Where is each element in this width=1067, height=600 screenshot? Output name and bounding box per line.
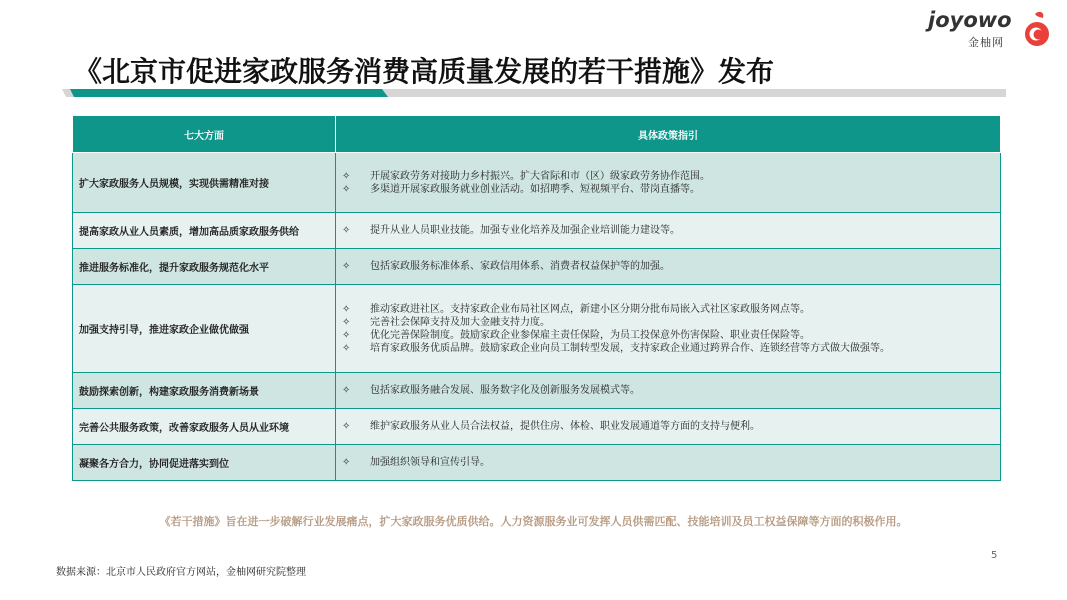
policy-item-text: 优化完善保险制度。鼓励家政企业参保雇主责任保险，为员工投保意外伤害保险、职业责任保险等。 — [370, 329, 810, 341]
aspect-cell: 鼓励探索创新，构建家政服务消费新场景 — [73, 373, 336, 409]
aspect-cell: 加强支持引导，推进家政企业做优做强 — [73, 285, 336, 373]
policy-item — [342, 316, 1000, 329]
policy-item-text: 维护家政服务从业人员合法权益，提供住房、体检、职业发展通道等方面的支持与便利。 — [370, 421, 760, 432]
title-underline-bar — [62, 89, 1006, 97]
table-row — [73, 445, 1001, 481]
policy-item — [342, 170, 1000, 183]
policy-item — [342, 183, 1000, 196]
policy-item — [342, 224, 1000, 237]
joyowo-logo — [928, 6, 1052, 50]
policy-item — [342, 456, 1000, 469]
page-title: 《北京市促进家政服务消费高质量发展的若干措施》发布 — [74, 55, 775, 88]
data-source-note: 数据来源：北京市人民政府官方网站，金柚网研究院整理 — [56, 567, 306, 578]
policy-item — [342, 342, 1000, 355]
table-row — [73, 213, 1001, 249]
policy-cell — [336, 445, 1001, 481]
table-row — [73, 249, 1001, 285]
page-number: 5 — [991, 550, 998, 561]
summary-note: 《若干措施》旨在进一步破解行业发展痛点，扩大家政服务优质供给。人力资源服务业可发挥人员供需匹配、技能培训及员工权益保障等方面的积极作用。 — [159, 515, 908, 528]
aspect-cell: 提高家政从业人员素质，增加高品质家政服务供给 — [73, 213, 336, 249]
policy-cell — [336, 153, 1001, 213]
policy-item — [342, 260, 1000, 273]
policy-item-text: 完善社会保障支持及加大金融支持力度。 — [370, 316, 550, 328]
policy-item-text: 包括家政服务融合发展、服务数字化及创新服务发展模式等。 — [370, 385, 640, 396]
grapefruit-logo-icon — [1023, 10, 1051, 48]
table-row — [73, 153, 1001, 213]
table-row — [73, 285, 1001, 373]
column-header-aspects: 七大方面 — [73, 116, 336, 153]
bullet-icon: ✧ — [342, 457, 351, 468]
table-row — [73, 373, 1001, 409]
table-header-row — [73, 116, 1001, 153]
bullet-icon: ✧ — [342, 261, 351, 272]
bullet-icon: ✧ — [342, 385, 351, 396]
bullet-icon: ✧ — [342, 183, 351, 195]
bullet-icon: ✧ — [342, 170, 351, 182]
aspect-cell: 凝聚各方合力，协同促进落实到位 — [73, 445, 336, 481]
aspect-cell: 推进服务标准化，提升家政服务规范化水平 — [73, 249, 336, 285]
policy-item-text: 提升从业人员职业技能。加强专业化培养及加强企业培训能力建设等。 — [370, 225, 680, 236]
policy-item-text: 培育家政服务优质品牌。鼓励家政企业向员工制转型发展，支持家政企业通过跨界合作、连锁经营等方式做大做强等。 — [370, 342, 890, 354]
logo-chinese-name: 金柚网 — [968, 36, 1004, 49]
bullet-icon: ✧ — [342, 316, 351, 328]
logo-wordmark: joyowo — [928, 8, 1012, 32]
aspect-cell: 扩大家政服务人员规模，实现供需精准对接 — [73, 153, 336, 213]
aspect-cell: 完善公共服务政策，改善家政服务人员从业环境 — [73, 409, 336, 445]
bullet-icon: ✧ — [342, 303, 351, 315]
policy-cell — [336, 213, 1001, 249]
policy-item — [342, 384, 1000, 397]
policy-item — [342, 329, 1000, 342]
bullet-icon: ✧ — [342, 342, 351, 354]
policy-cell — [336, 373, 1001, 409]
policy-cell — [336, 249, 1001, 285]
policy-item-text: 推动家政进社区。支持家政企业布局社区网点，新建小区分期分批布局嵌入式社区家政服务网点等。 — [370, 303, 810, 315]
policy-item-text: 开展家政劳务对接助力乡村振兴。扩大省际和市（区）级家政劳务协作范围。 — [370, 170, 710, 182]
policy-table — [72, 115, 1001, 481]
policy-item — [342, 420, 1000, 433]
policy-cell — [336, 285, 1001, 373]
policy-item-text: 多渠道开展家政服务就业创业活动。如招聘季、短视频平台、带岗直播等。 — [370, 183, 700, 195]
table-row — [73, 409, 1001, 445]
bullet-icon: ✧ — [342, 421, 351, 432]
policy-item — [342, 303, 1000, 316]
policy-item-text: 加强组织领导和宣传引导。 — [370, 457, 490, 468]
bullet-icon: ✧ — [342, 225, 351, 236]
policy-cell — [336, 409, 1001, 445]
policy-item-text: 包括家政服务标准体系、家政信用体系、消费者权益保护等的加强。 — [370, 261, 670, 272]
bullet-icon: ✧ — [342, 329, 351, 341]
column-header-policy-guidance: 具体政策指引 — [336, 116, 1001, 153]
